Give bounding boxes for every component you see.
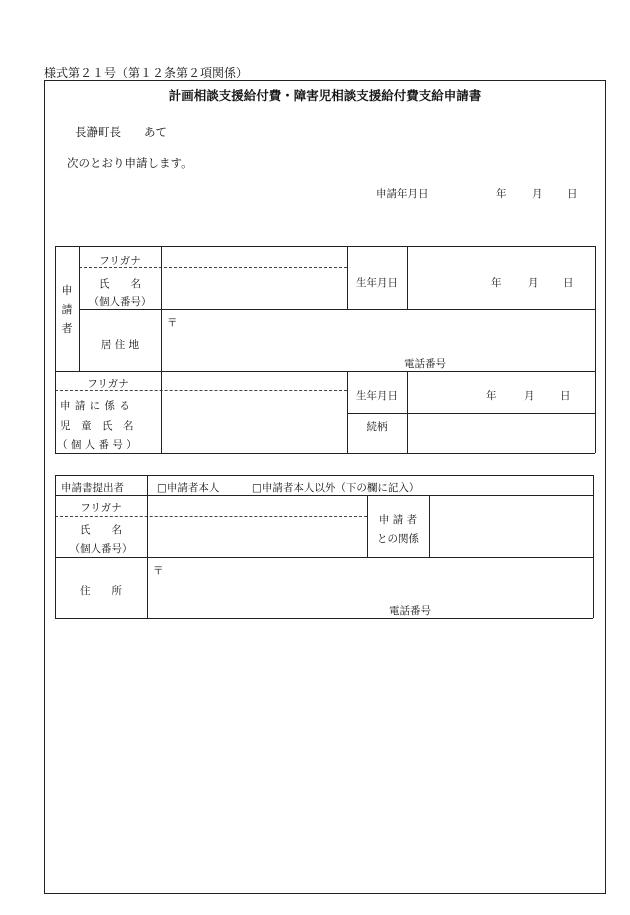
date-label: 申請年月日 (376, 188, 429, 200)
child-name-line3: （ 個 人 番 号 ） (57, 439, 137, 451)
submitter-id-label: （個人番号） (69, 543, 133, 555)
applicant-birth-year: 年 (491, 277, 502, 289)
submitter-relation-line1: 申 請 者 (378, 514, 418, 526)
applicant-birth-label: 生年月日 (356, 277, 398, 289)
applicant-phone-label: 電話番号 (404, 358, 446, 370)
applicant-name-label: 氏 名 (99, 278, 141, 290)
child-name-line1: 申 請 に 係 る (60, 400, 131, 412)
applicant-address-label: 居 住 地 (100, 339, 140, 351)
date-month: 月 (532, 188, 543, 200)
applicant-section-label: 申 請 者 (61, 284, 73, 335)
child-birth-day: 日 (560, 390, 571, 402)
submitter-address-label: 住 所 (80, 585, 122, 597)
submitter-postal-mark: 〒 (153, 565, 164, 577)
submitter-option-other[interactable]: □申請者本人以外（下の欄に記入） (252, 482, 420, 494)
submitter-phone-label: 電話番号 (389, 605, 431, 617)
submitter-label: 申請書提出者 (61, 482, 124, 494)
child-relation-label: 続柄 (366, 421, 388, 433)
child-name-line2: 児 童 氏 名 (60, 420, 134, 432)
applicant-postal-mark: 〒 (167, 317, 178, 329)
applicant-id-label: （個人番号） (88, 296, 152, 308)
submitter-option-self[interactable]: □申請者本人 (157, 482, 220, 494)
applicant-furigana-label: フリガナ (99, 255, 141, 267)
date-day: 日 (567, 188, 578, 200)
child-birth-year: 年 (486, 390, 497, 402)
form-title: 計画相談支援給付費・障害児相談支援給付費支給申請書 (168, 88, 482, 103)
child-birth-month: 月 (524, 390, 535, 402)
intro-text: 次のとおり申請します。 (67, 156, 193, 170)
applicant-birth-month: 月 (528, 277, 539, 289)
submitter-name-label: 氏 名 (80, 524, 122, 536)
addressee: 長瀞町長 あて (75, 125, 167, 139)
submitter-relation-line2: との関係 (377, 533, 419, 545)
submitter-furigana-label: フリガナ (80, 502, 122, 514)
date-year: 年 (496, 188, 507, 200)
child-furigana-label: フリガナ (87, 378, 129, 390)
applicant-birth-day: 日 (563, 277, 574, 289)
child-birth-label: 生年月日 (356, 390, 398, 402)
form-number: 様式第２１号（第１２条第２項関係） (44, 66, 249, 80)
